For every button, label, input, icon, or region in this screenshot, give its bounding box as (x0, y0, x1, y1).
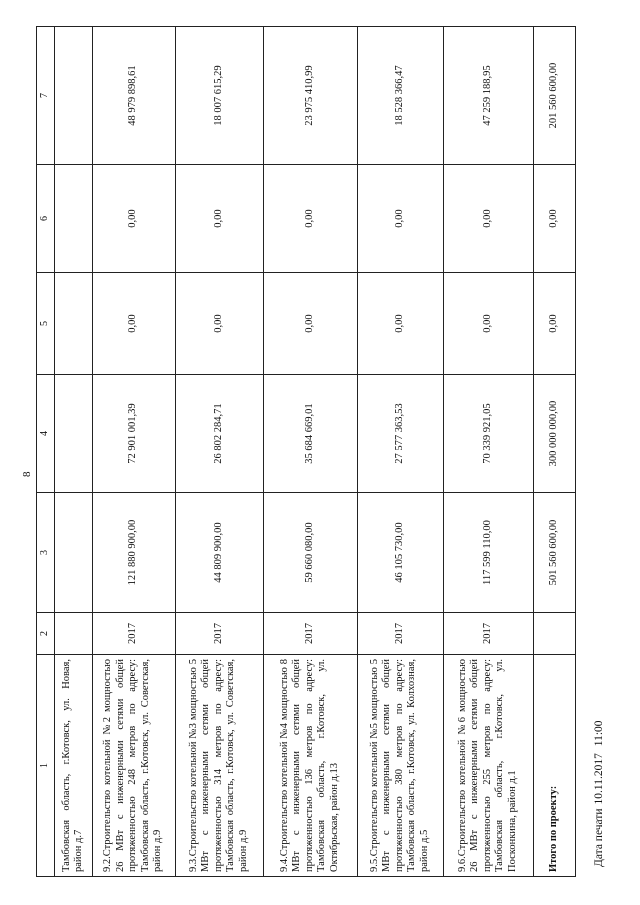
table-row (92, 27, 175, 877)
print-time-value: 11:00 (593, 720, 605, 747)
col-header-1: 1 (37, 655, 55, 877)
print-date (593, 716, 605, 867)
col-header-4: 4 (37, 375, 55, 493)
table-row (175, 27, 263, 877)
row-col4: 70 339 921,05 (443, 375, 533, 493)
print-date-value: 10.11.2017 (593, 753, 605, 805)
row-col6: 0,00 (357, 165, 443, 273)
total-col6: 0,00 (533, 165, 575, 273)
row-col5: 0,00 (263, 273, 357, 375)
row-col6: 0,00 (92, 165, 175, 273)
row-year: 2017 (443, 613, 533, 655)
row-col3: 117 599 110,00 (443, 493, 533, 613)
row-year: 2017 (175, 613, 263, 655)
page-number: 8 (21, 471, 33, 477)
row-col4: 27 577 363,53 (357, 375, 443, 493)
row-col7: 47 259 188,95 (443, 27, 533, 165)
row-description: 9.5.Строительство котельной №5 мощностью 5 МВт с инженерными сетями общей протяженностью 380 метров по адресу: Тамбовская область, г.Котовск, ул. Колхозная, район д.5 (357, 655, 443, 877)
budget-table (36, 26, 576, 877)
row-col3: 46 105 730,00 (357, 493, 443, 613)
col-header-5: 5 (37, 273, 55, 375)
row-col7 (54, 27, 92, 165)
row-description: 9.2.Строительство котельной №2 мощностью 26 МВт с инженерными сетями общей протяженностью 248 метров по адресу: Тамбовская область, г.Котовск, ул. Советская, район д.9 (92, 655, 175, 877)
row-col6 (54, 165, 92, 273)
row-col3 (54, 493, 92, 613)
row-description: 9.6.Строительство котельной №6 мощностью 26 МВт с инженерными сетями общей протяженностью 255 метров по адресу: Тамбовская область, г.Котовск, ул. Посконкина, район д.1 (443, 655, 533, 877)
total-row (533, 27, 575, 877)
row-description: 9.4.Строительство котельной №4 мощностью 8 МВт с инженерными сетями общей протяженностью 136 метров по адресу: Тамбовская область, г.Котовск, ул. Октябрьская, район д.13 (263, 655, 357, 877)
row-col5: 0,00 (175, 273, 263, 375)
total-col4: 300 000 000,00 (533, 375, 575, 493)
table-row (54, 27, 92, 877)
row-col5: 0,00 (443, 273, 533, 375)
total-col5: 0,00 (533, 273, 575, 375)
row-col4: 72 901 001,39 (92, 375, 175, 493)
row-col3: 59 660 080,00 (263, 493, 357, 613)
row-year: 2017 (263, 613, 357, 655)
row-col5: 0,00 (357, 273, 443, 375)
col-header-2: 2 (37, 613, 55, 655)
row-col5: 0,00 (92, 273, 175, 375)
total-col7: 201 560 600,00 (533, 27, 575, 165)
table-row (357, 27, 443, 877)
row-col4: 26 802 284,71 (175, 375, 263, 493)
row-col3: 44 809 900,00 (175, 493, 263, 613)
row-col4 (54, 375, 92, 493)
row-col6: 0,00 (175, 165, 263, 273)
rotated-document (21, 27, 605, 877)
print-date-label: Дата печати (593, 808, 605, 867)
total-col3: 501 560 600,00 (533, 493, 575, 613)
row-col7: 18 007 615,29 (175, 27, 263, 165)
row-col3: 121 880 900,00 (92, 493, 175, 613)
row-col4: 35 684 669,01 (263, 375, 357, 493)
row-year: 2017 (92, 613, 175, 655)
row-col7: 48 979 898,61 (92, 27, 175, 165)
row-description: 9.3.Строительство котельной №3 мощностью 5 МВт с инженерными сетями общей протяженностью 314 метров по адресу: Тамбовская область, г.Котовск, ул. Советская, район д.9 (175, 655, 263, 877)
row-year: 2017 (357, 613, 443, 655)
header-row (37, 27, 55, 877)
row-description: Тамбовская область, г.Котовск, ул. Новая, район д.7 (54, 655, 92, 877)
row-col7: 18 528 366,47 (357, 27, 443, 165)
row-year (54, 613, 92, 655)
col-header-7: 7 (37, 27, 55, 165)
total-label: Итого по проекту: (533, 655, 575, 877)
col-header-3: 3 (37, 493, 55, 613)
table-row (263, 27, 357, 877)
row-col7: 23 975 410,99 (263, 27, 357, 165)
col-header-6: 6 (37, 165, 55, 273)
row-col6: 0,00 (263, 165, 357, 273)
row-col6: 0,00 (443, 165, 533, 273)
row-col5 (54, 273, 92, 375)
table-row (443, 27, 533, 877)
total-year (533, 613, 575, 655)
